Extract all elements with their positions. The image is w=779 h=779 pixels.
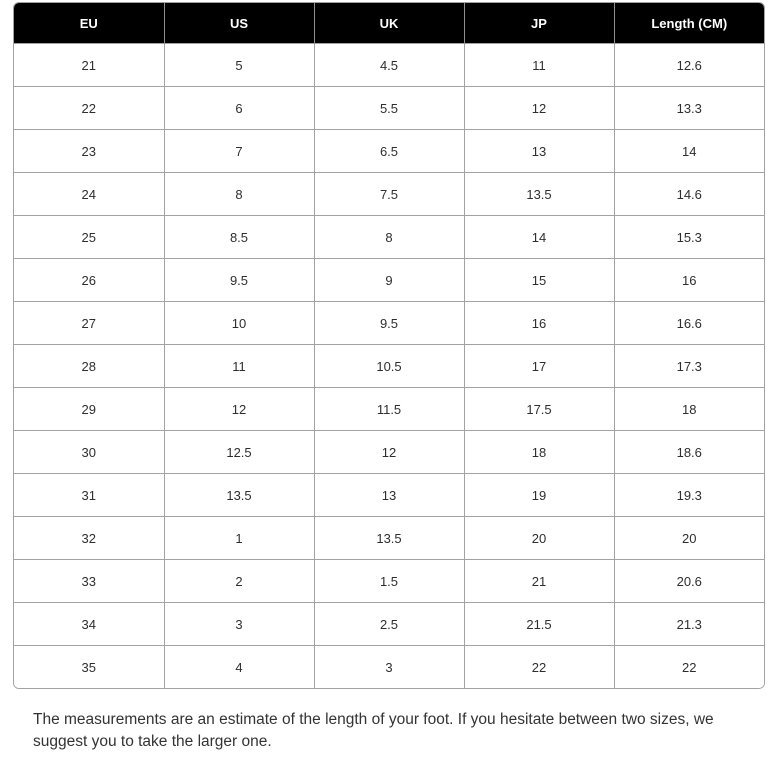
size-cell: 33 [14, 560, 164, 603]
size-table-container [13, 2, 765, 689]
size-cell: 20 [464, 517, 614, 560]
size-cell: 16.6 [614, 302, 764, 345]
table-row [14, 560, 764, 603]
size-cell: 10.5 [314, 345, 464, 388]
size-cell: 6 [164, 87, 314, 130]
size-cell: 25 [14, 216, 164, 259]
size-cell: 29 [14, 388, 164, 431]
size-cell: 18 [464, 431, 614, 474]
size-cell: 34 [14, 603, 164, 646]
size-conversion-table [14, 3, 764, 688]
size-cell: 17 [464, 345, 614, 388]
size-cell: 21.5 [464, 603, 614, 646]
size-cell: 14 [464, 216, 614, 259]
size-cell: 19.3 [614, 474, 764, 517]
table-row [14, 130, 764, 173]
size-cell: 12 [314, 431, 464, 474]
size-table-header [14, 3, 764, 44]
size-cell: 9.5 [164, 259, 314, 302]
size-cell: 24 [14, 173, 164, 216]
size-cell: 7 [164, 130, 314, 173]
column-header-us: US [164, 3, 314, 44]
size-cell: 8 [314, 216, 464, 259]
size-cell: 5.5 [314, 87, 464, 130]
size-cell: 12 [164, 388, 314, 431]
size-cell: 13.5 [164, 474, 314, 517]
size-cell: 11 [464, 44, 614, 87]
size-cell: 12 [464, 87, 614, 130]
size-cell: 35 [14, 646, 164, 689]
size-cell: 13 [464, 130, 614, 173]
size-cell: 7.5 [314, 173, 464, 216]
size-cell: 27 [14, 302, 164, 345]
table-row [14, 302, 764, 345]
size-cell: 18 [614, 388, 764, 431]
table-row [14, 517, 764, 560]
size-cell: 2 [164, 560, 314, 603]
size-cell: 4.5 [314, 44, 464, 87]
size-cell: 11 [164, 345, 314, 388]
size-cell: 30 [14, 431, 164, 474]
size-cell: 4 [164, 646, 314, 689]
size-cell: 2.5 [314, 603, 464, 646]
size-cell: 20 [614, 517, 764, 560]
size-cell: 31 [14, 474, 164, 517]
size-cell: 15 [464, 259, 614, 302]
size-cell: 3 [314, 646, 464, 689]
size-cell: 9 [314, 259, 464, 302]
size-cell: 32 [14, 517, 164, 560]
size-cell: 5 [164, 44, 314, 87]
measurement-note: The measurements are an estimate of the length of your foot. If you hesitate between two sizes, we suggest you to take the larger one. [33, 711, 714, 750]
size-cell: 1.5 [314, 560, 464, 603]
size-cell: 20.6 [614, 560, 764, 603]
table-row [14, 216, 764, 259]
size-cell: 13.3 [614, 87, 764, 130]
size-cell: 16 [614, 259, 764, 302]
table-row [14, 431, 764, 474]
size-cell: 21.3 [614, 603, 764, 646]
size-cell: 10 [164, 302, 314, 345]
column-header-length-cm: Length (CM) [614, 3, 764, 44]
size-cell: 28 [14, 345, 164, 388]
size-cell: 22 [14, 87, 164, 130]
size-cell: 23 [14, 130, 164, 173]
column-header-jp: JP [464, 3, 614, 44]
size-cell: 9.5 [314, 302, 464, 345]
size-cell: 16 [464, 302, 614, 345]
size-cell: 21 [14, 44, 164, 87]
size-cell: 17.3 [614, 345, 764, 388]
size-cell: 14 [614, 130, 764, 173]
table-row [14, 173, 764, 216]
table-row [14, 474, 764, 517]
column-header-eu: EU [14, 3, 164, 44]
size-cell: 12.5 [164, 431, 314, 474]
size-cell: 15.3 [614, 216, 764, 259]
table-row [14, 603, 764, 646]
size-cell: 8.5 [164, 216, 314, 259]
table-row [14, 388, 764, 431]
table-row [14, 646, 764, 689]
size-cell: 14.6 [614, 173, 764, 216]
table-row [14, 259, 764, 302]
table-row [14, 44, 764, 87]
size-cell: 13.5 [314, 517, 464, 560]
size-cell: 17.5 [464, 388, 614, 431]
size-cell: 13.5 [464, 173, 614, 216]
size-cell: 11.5 [314, 388, 464, 431]
header-row [14, 3, 764, 44]
size-guide-page [0, 2, 779, 779]
size-cell: 12.6 [614, 44, 764, 87]
column-header-uk: UK [314, 3, 464, 44]
size-cell: 26 [14, 259, 164, 302]
size-cell: 21 [464, 560, 614, 603]
size-cell: 8 [164, 173, 314, 216]
size-cell: 22 [614, 646, 764, 689]
table-row [14, 345, 764, 388]
size-cell: 22 [464, 646, 614, 689]
size-cell: 19 [464, 474, 614, 517]
size-cell: 3 [164, 603, 314, 646]
table-row [14, 87, 764, 130]
size-cell: 18.6 [614, 431, 764, 474]
size-cell: 1 [164, 517, 314, 560]
size-table-body [14, 44, 764, 689]
size-cell: 6.5 [314, 130, 464, 173]
size-cell: 13 [314, 474, 464, 517]
